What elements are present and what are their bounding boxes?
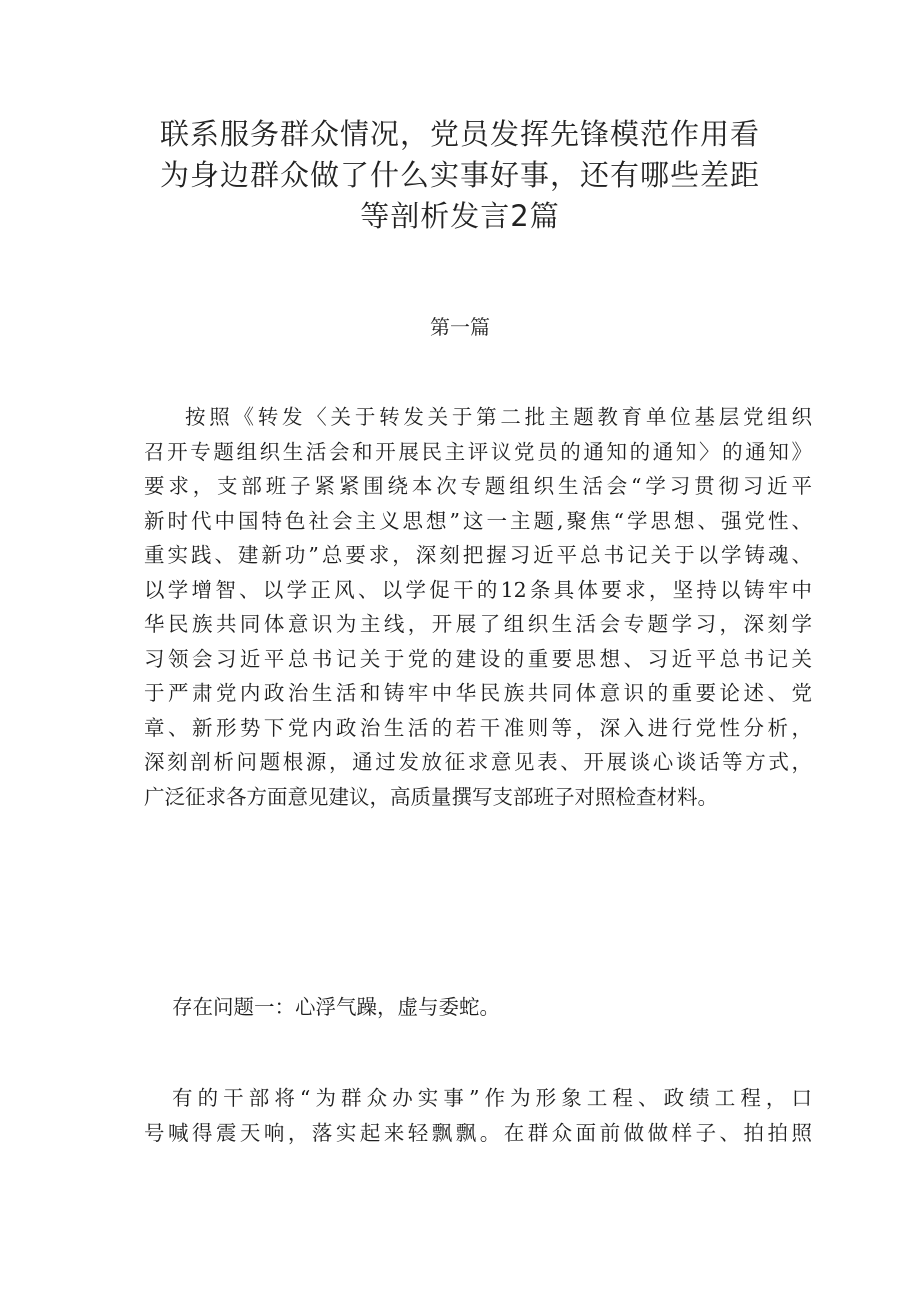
title-line-3: 等剖析发言2篇 bbox=[360, 199, 560, 233]
paragraph-line: 新时代中国特色社会主义思想”这一主题,聚焦“学思想、强党性、 bbox=[144, 508, 812, 533]
paragraph-problem-detail bbox=[144, 1081, 812, 1150]
paragraph-line: 按照《转发〈关于转发关于第二批主题教育单位基层党组织 bbox=[185, 405, 812, 429]
paragraph-line: 号喊得震天响，落实起来轻飘飘。在群众面前做做样子、拍拍照 bbox=[144, 1120, 812, 1145]
paragraph-line: 于严肃党内政治生活和铸牢中华民族共同体意识的重要论述、党 bbox=[144, 681, 812, 705]
paragraph-line: 章、新形势下党内政治生活的若干准则等，深入进行党性分析， bbox=[144, 715, 812, 740]
title-line-2: 为身边群众做了什么实事好事，还有哪些差距 bbox=[159, 158, 760, 192]
paragraph-line: 华民族共同体意识为主线，开展了组织生活会专题学习，深刻学 bbox=[144, 612, 812, 636]
problem-heading-text: 存在问题一：心浮气躁，虚与委蛇。 bbox=[172, 995, 500, 1019]
paragraph-line: 重实践、建新功”总要求，深刻把握习近平总书记关于以学铸魂、 bbox=[144, 543, 812, 567]
paragraph-intro bbox=[144, 400, 812, 814]
paragraph-line: 习领会习近平总书记关于党的建设的重要思想、习近平总书记关 bbox=[144, 646, 812, 671]
section-heading: 第一篇 bbox=[430, 315, 490, 339]
document-title bbox=[120, 114, 800, 237]
paragraph-line: 以学增智、以学正风、以学促干的12条具体要求，坚持以铸牢中 bbox=[144, 577, 812, 602]
paragraph-line: 广泛征求各方面意见建议，高质量撰写支部班子对照检查材料。 bbox=[144, 784, 718, 809]
problem-heading bbox=[144, 990, 812, 1025]
paragraph-line: 深刻剖析问题根源，通过发放征求意见表、开展谈心谈话等方式， bbox=[144, 750, 812, 774]
paragraph-line: 有的干部将“为群众办实事”作为形象工程、政绩工程，口 bbox=[172, 1086, 812, 1110]
paragraph-line: 召开专题组织生活会和开展民主评议党员的通知的通知〉的通知》 bbox=[144, 439, 812, 464]
paragraph-line: 要求，支部班子紧紧围绕本次专题组织生活会“学习贯彻习近平 bbox=[144, 474, 812, 498]
title-line-1: 联系服务群众情况，党员发挥先锋模范作用看 bbox=[159, 117, 760, 151]
